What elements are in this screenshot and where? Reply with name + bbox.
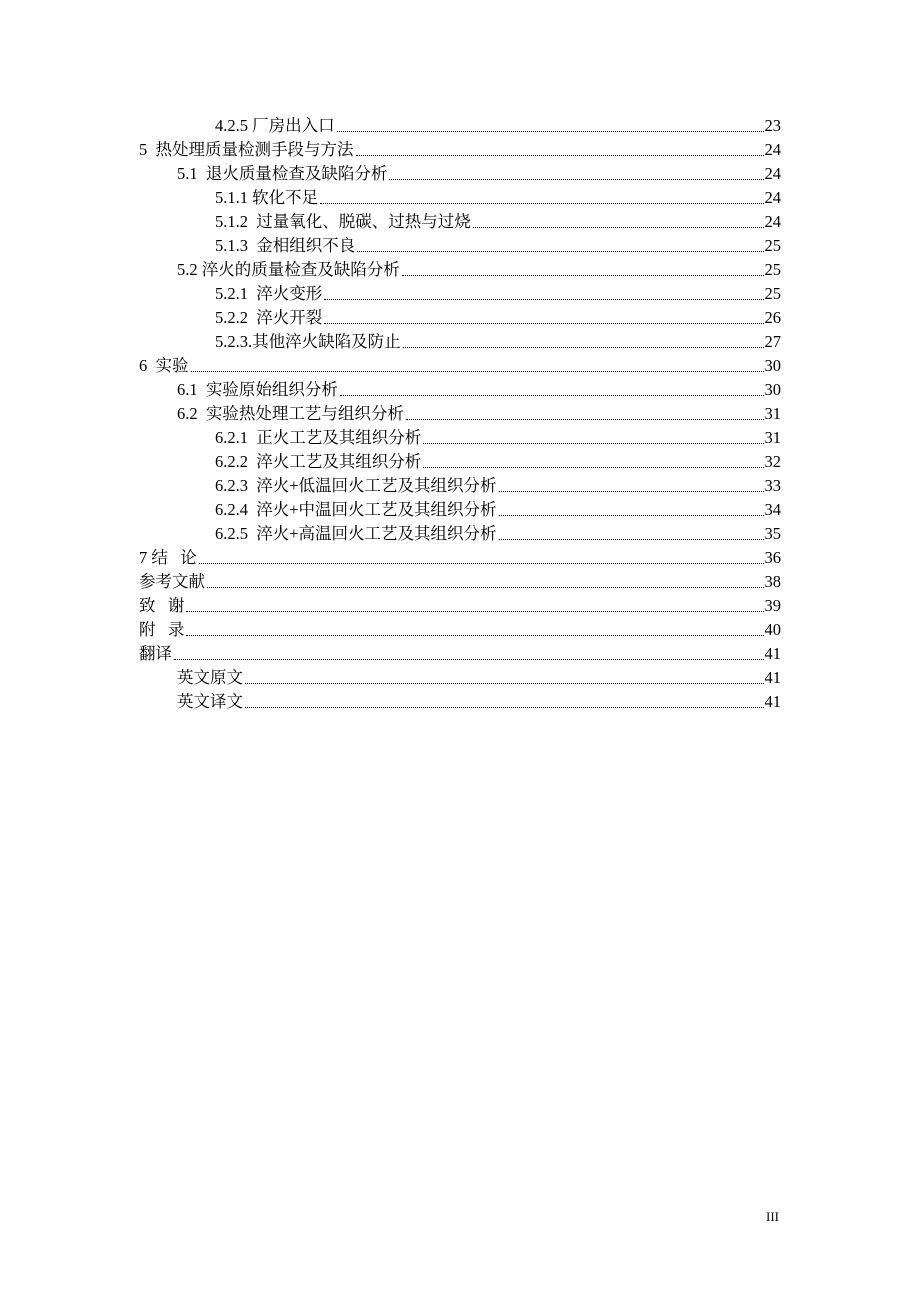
toc-entry[interactable]: [177, 400, 781, 424]
toc-entry-label: 致 谢: [139, 596, 185, 615]
dot-leader: [499, 539, 764, 540]
toc-entry[interactable]: [215, 496, 781, 520]
toc-entry-label: 6.2.5 淬火+高温回火工艺及其组织分析: [215, 524, 497, 543]
dot-leader: [186, 635, 763, 636]
toc-entry-page: 24: [764, 188, 781, 207]
toc-entry-page: 31: [764, 404, 781, 423]
toc-entry-page: 24: [764, 164, 781, 183]
toc-entry-label: 翻译: [139, 644, 172, 663]
page-number: III: [766, 1209, 779, 1224]
toc-entry[interactable]: [139, 640, 781, 664]
dot-leader: [423, 467, 763, 468]
toc-entry-label: 6.2.2 淬火工艺及其组织分析: [215, 452, 422, 471]
toc-entry-page: 41: [764, 668, 781, 687]
dot-leader: [406, 419, 764, 420]
toc-entry-page: 41: [764, 692, 781, 711]
toc-entry[interactable]: [139, 136, 781, 160]
toc-entry-page: 30: [764, 356, 781, 375]
toc-entry-label: 4.2.5 厂房出入口: [215, 116, 335, 135]
toc-entry-page: 36: [764, 548, 781, 567]
toc-entry[interactable]: [177, 688, 781, 712]
toc-entry-label: 参考文献: [139, 572, 205, 591]
toc-entry[interactable]: [215, 328, 781, 352]
toc-entry-page: 24: [764, 140, 781, 159]
toc-entry[interactable]: [177, 664, 781, 688]
dot-leader: [473, 227, 764, 228]
toc-entry-page: 30: [764, 380, 781, 399]
toc-entry[interactable]: [139, 568, 781, 592]
toc-entry-page: 25: [764, 284, 781, 303]
toc-entry[interactable]: [177, 376, 781, 400]
dot-leader: [356, 155, 764, 156]
toc-entry[interactable]: [215, 448, 781, 472]
dot-leader: [245, 683, 764, 684]
toc-entry[interactable]: [139, 352, 781, 376]
toc-entry-page: 38: [764, 572, 781, 591]
toc-entry-label: 英文原文: [177, 668, 243, 687]
toc-entry[interactable]: [177, 256, 781, 280]
toc-entry-label: 5.2 淬火的质量检查及缺陷分析: [177, 260, 400, 279]
toc-entry-label: 6 实验: [139, 356, 189, 375]
dot-leader: [499, 491, 764, 492]
toc-entry-page: 40: [764, 620, 781, 639]
toc-entry[interactable]: [139, 616, 781, 640]
toc-entry-page: 33: [764, 476, 781, 495]
toc-entry-page: 27: [764, 332, 781, 351]
toc-entry[interactable]: [215, 232, 781, 256]
dot-leader: [324, 323, 763, 324]
toc-entry-label: 5 热处理质量检测手段与方法: [139, 140, 354, 159]
toc-entry-label: 5.2.3.其他淬火缺陷及防止: [215, 332, 401, 351]
toc-entry-page: 31: [764, 428, 781, 447]
dot-leader: [320, 203, 763, 204]
toc-entry-page: 26: [764, 308, 781, 327]
toc-entry-label: 6.1 实验原始组织分析: [177, 380, 338, 399]
toc-entry[interactable]: [177, 160, 781, 184]
dot-leader: [186, 611, 763, 612]
toc-entry[interactable]: [215, 208, 781, 232]
toc-entry[interactable]: [215, 184, 781, 208]
toc-entry[interactable]: [215, 280, 781, 304]
dot-leader: [499, 515, 764, 516]
toc-entry-label: 7 结 论: [139, 548, 197, 567]
toc-entry-label: 5.1 退火质量检查及缺陷分析: [177, 164, 388, 183]
toc-entry-label: 5.1.2 过量氧化、脱碳、过热与过烧: [215, 212, 471, 231]
toc-entry-page: 32: [764, 452, 781, 471]
dot-leader: [174, 659, 764, 660]
toc-entry-label: 6.2 实验热处理工艺与组织分析: [177, 404, 404, 423]
toc-entry-label: 6.2.1 正火工艺及其组织分析: [215, 428, 422, 447]
dot-leader: [199, 563, 764, 564]
toc-entry-label: 6.2.3 淬火+低温回火工艺及其组织分析: [215, 476, 497, 495]
toc-entry[interactable]: [139, 592, 781, 616]
toc-entry[interactable]: [215, 520, 781, 544]
toc-entry-label: 5.2.2 淬火开裂: [215, 308, 323, 327]
toc-entry[interactable]: [215, 424, 781, 448]
toc-entry[interactable]: [215, 112, 781, 136]
toc-entry-label: 5.2.1 淬火变形: [215, 284, 323, 303]
dot-leader: [340, 395, 764, 396]
dot-leader: [324, 299, 763, 300]
toc-entry-page: 25: [764, 236, 781, 255]
toc-entry[interactable]: [215, 472, 781, 496]
dot-leader: [402, 275, 764, 276]
toc-entry-page: 34: [764, 500, 781, 519]
dot-leader: [245, 707, 764, 708]
toc-entry-label: 英文译文: [177, 692, 243, 711]
dot-leader: [357, 251, 763, 252]
dot-leader: [207, 587, 764, 588]
toc-entry-label: 5.1.1 软化不足: [215, 188, 319, 207]
toc-entry-page: 35: [764, 524, 781, 543]
toc-entry-label: 6.2.4 淬火+中温回火工艺及其组织分析: [215, 500, 497, 519]
toc-entry-page: 23: [764, 116, 781, 135]
dot-leader: [337, 131, 764, 132]
toc-entry[interactable]: [215, 304, 781, 328]
toc-entry-label: 5.1.3 金相组织不良: [215, 236, 356, 255]
dot-leader: [403, 347, 764, 348]
toc-entry-page: 41: [764, 644, 781, 663]
toc-entry-page: 39: [764, 596, 781, 615]
toc-entry[interactable]: [139, 544, 781, 568]
toc-entry-page: 24: [764, 212, 781, 231]
toc-entry-page: 25: [764, 260, 781, 279]
dot-leader: [191, 371, 764, 372]
dot-leader: [423, 443, 763, 444]
dot-leader: [389, 179, 763, 180]
toc-entry-label: 附 录: [139, 620, 185, 639]
